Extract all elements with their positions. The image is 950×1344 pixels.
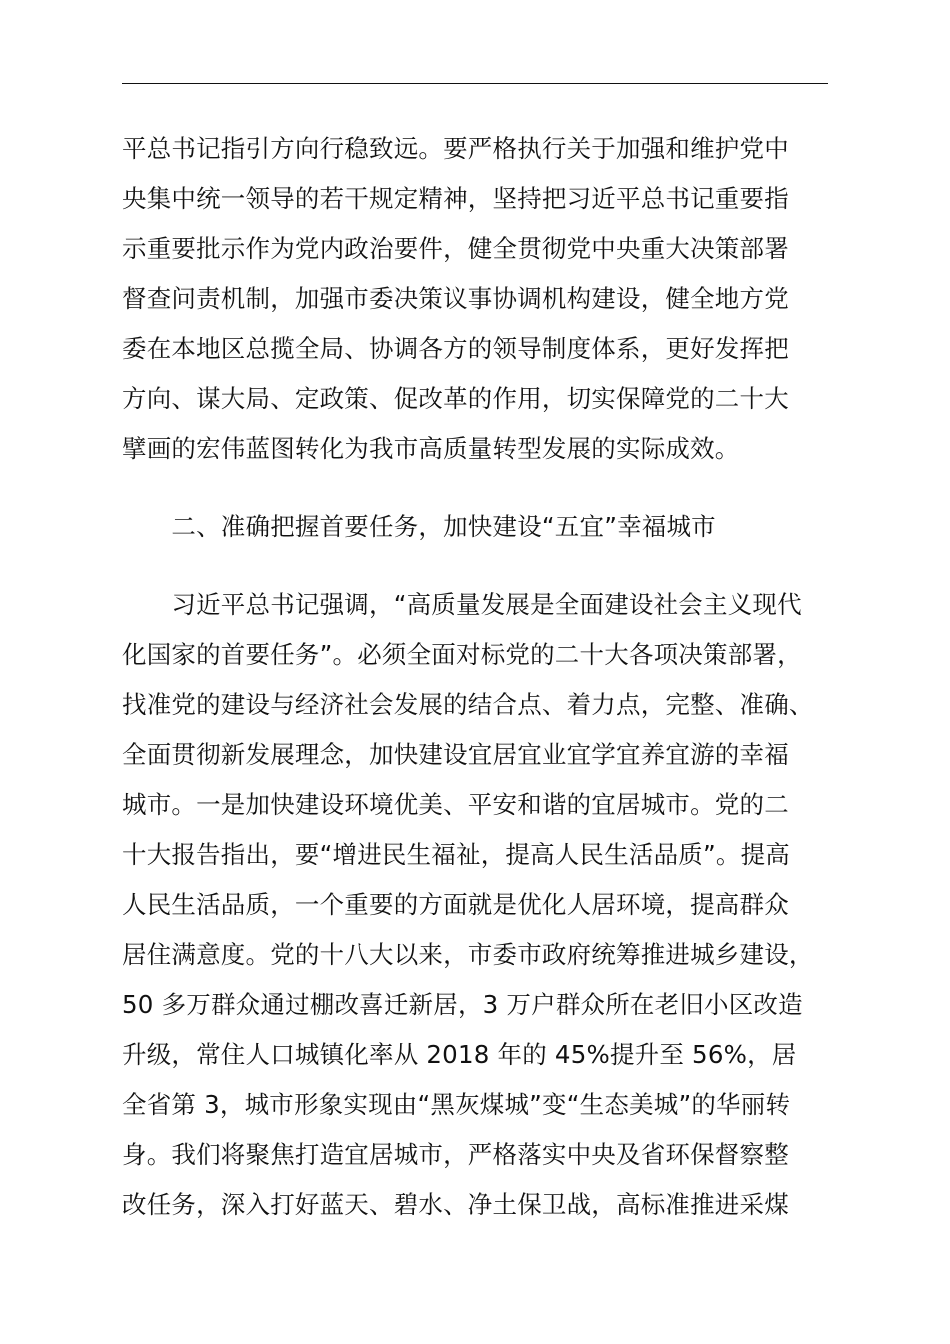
text-line: 身。我们将聚焦打造宜居城市，严格落实中央及省环保督察整 xyxy=(122,1140,789,1169)
text-line: 示重要批示作为党内政治要件，健全贯彻党中央重大决策部署 xyxy=(122,234,789,263)
text-line: 城市。一是加快建设环境优美、平安和谐的宜居城市。党的二 xyxy=(122,790,789,819)
text-line: 擘画的宏伟蓝图转化为我市高质量转型发展的实际成效。 xyxy=(122,434,740,463)
text-line: 督查问责机制，加强市委决策议事协调机构建设，健全地方党 xyxy=(122,284,789,313)
paragraph-spacing xyxy=(122,474,842,502)
text-line: 居住满意度。党的十八大以来，市委市政府统筹推进城乡建设， xyxy=(122,940,814,969)
text-line: 委在本地区总揽全局、协调各方的领导制度体系，更好发挥把 xyxy=(122,334,789,363)
document-body xyxy=(122,124,842,1230)
text-line: 十大报告指出，要“增进民生福祉，提高人民生活品质”。提高 xyxy=(122,840,790,869)
text-line: 央集中统一领导的若干规定精神，坚持把习近平总书记重要指 xyxy=(122,184,789,213)
paragraph-continued xyxy=(122,124,842,474)
text-line: 升级，常住人口城镇化率从 2018 年的 45%提升至 56%，居 xyxy=(122,1040,797,1069)
section-heading: 二、准确把握首要任务，加快建设“五宜”幸福城市 xyxy=(122,512,716,541)
text-line: 化国家的首要任务”。必须全面对标党的二十大各项决策部署， xyxy=(122,640,802,669)
text-line: 全面贯彻新发展理念，加快建设宜居宜业宜学宜养宜游的幸福 xyxy=(122,740,789,769)
text-line: 方向、谋大局、定政策、促改革的作用，切实保障党的二十大 xyxy=(122,384,789,413)
text-line: 全省第 3，城市形象实现由“黑灰煤城”变“生态美城”的华丽转 xyxy=(122,1090,791,1119)
text-line: 找准党的建设与经济社会发展的结合点、着力点，完整、准确、 xyxy=(122,690,814,719)
text-line: 改任务，深入打好蓝天、碧水、净土保卫战，高标准推进采煤 xyxy=(122,1190,789,1219)
header-rule xyxy=(122,83,828,84)
text-line: 平总书记指引方向行稳致远。要严格执行关于加强和维护党中 xyxy=(122,134,789,163)
paragraph-spacing xyxy=(122,552,842,580)
text-line: 习近平总书记强调，“高质量发展是全面建设社会主义现代 xyxy=(122,590,802,619)
text-line: 人民生活品质，一个重要的方面就是优化人居环境，提高群众 xyxy=(122,890,789,919)
paragraph-section-two xyxy=(122,580,842,1230)
text-line: 50 多万群众通过棚改喜迁新居，3 万户群众所在老旧小区改造 xyxy=(122,990,803,1019)
